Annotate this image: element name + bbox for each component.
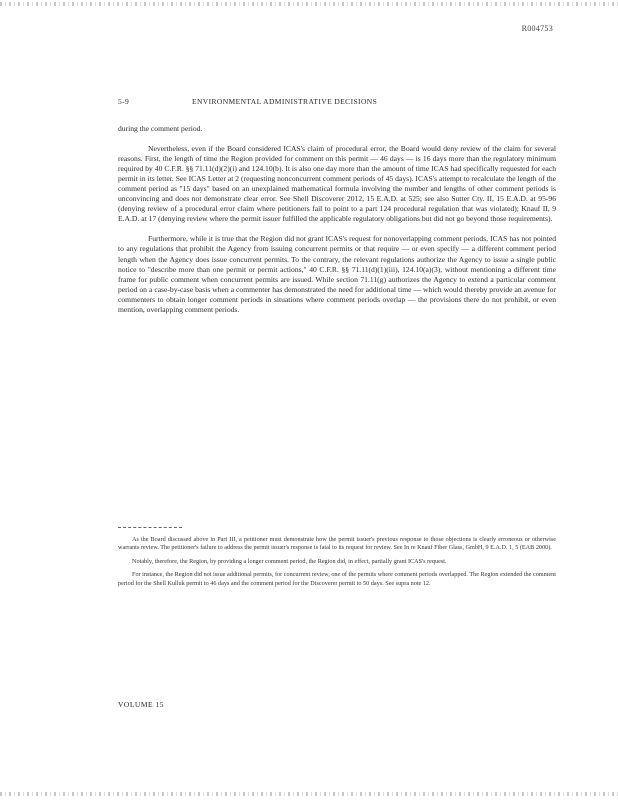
footnote-divider [118, 527, 182, 528]
paragraph: Furthermore, while it is true that the Region did not grant ICAS's request for nonoverlapping comment periods, ICAS has not pointed to any regulations that prohibit the Agency from issuing concurrent permits or that require — or even specify — a different comment period length when the Agency does issue concurrent permits. To the contrary, the relevant regulations authorize the Agency to issue a single public notice to "describe more than one permit or permit actions," 40 C.F.R. §§ 71.11(d)(1)(iii), 124.10(a)(3), without mentioning a different time frame for public comment when concurrent permits are issued. While section 71.11(g) authorizes the Agency to extend a particular comment period on a case-by-case basis when a commenter has demonstrated the need for additional time — which would thereby provide an avenue for commenters to obtain longer comment periods in situations where comment periods overlap — the provisions there do not prohibit, or even mention, overlapping comment periods. [118, 234, 556, 314]
body-text [118, 124, 556, 325]
paragraph: during the comment period. [118, 124, 203, 133]
bates-number: R004753 [521, 24, 553, 33]
footnote: Notably, therefore, the Region, by providing a longer comment period, the Region did, in effect, partially grant ICAS's request. [132, 557, 447, 565]
footnote: For instance, the Region did not issue additional permits, for concurrent review, one of the permits where comment periods overlapped. The Region extended the comment period for the Shell Kulluk permit to 46 days and the comment period for the Discoverer permit to 50 days. See supra note 12. [118, 571, 556, 587]
footnotes [118, 536, 556, 593]
scan-edge-top [0, 2, 618, 6]
running-title: ENVIRONMENTAL ADMINISTRATIVE DECISIONS [192, 97, 378, 106]
page-number: 5-9 [118, 97, 130, 106]
footnote: As the Board discussed above in Part III, a petitioner must demonstrate how the permit issuer's previous response to those objections is clearly erroneous or otherwise warrants review. The petitioner's failure to address the permit issuer's response is fatal to its request for review. See In re Knauf Fiber Glass, GmbH, 9 E.A.D. 1, 5 (EAB 2000). [118, 536, 556, 552]
paragraph: Nevertheless, even if the Board considered ICAS's claim of procedural error, the Board would deny review of the claim for several reasons. First, the length of time the Region provided for comment on this permit — 46 days — is 16 days more than the regulatory minimum required by 40 C.F.R. §§ 71.11(d)(2)(i) and 124.10(b). It is also one day more than the amount of time ICAS had specifically requested for each permit in its letter. See ICAS Letter at 2 (requesting nonconcurrent comment periods of 45 days). ICAS's attempt to recalculate the length of the comment period as "15 days" based on an unexplained mathematical formula involving the number and lengths of other comment periods is unconvincing and does not demonstrate clear error. See Shell Discoverer 2012, 15 E.A.D. at 525; see also Sutter Cty. II, 15 E.A.D. at 95-96 (denying review of a procedural error claim where petitioners fail to point to a part 124 procedural regulation that was violated); Knauf II, 9 E.A.D. at 17 (denying review where the permit issuer fulfilled the applicable regulatory obligations but did not go beyond those requirements). [118, 144, 556, 224]
volume-footer: VOLUME 15 [118, 700, 164, 709]
scan-edge-bottom [0, 792, 618, 796]
